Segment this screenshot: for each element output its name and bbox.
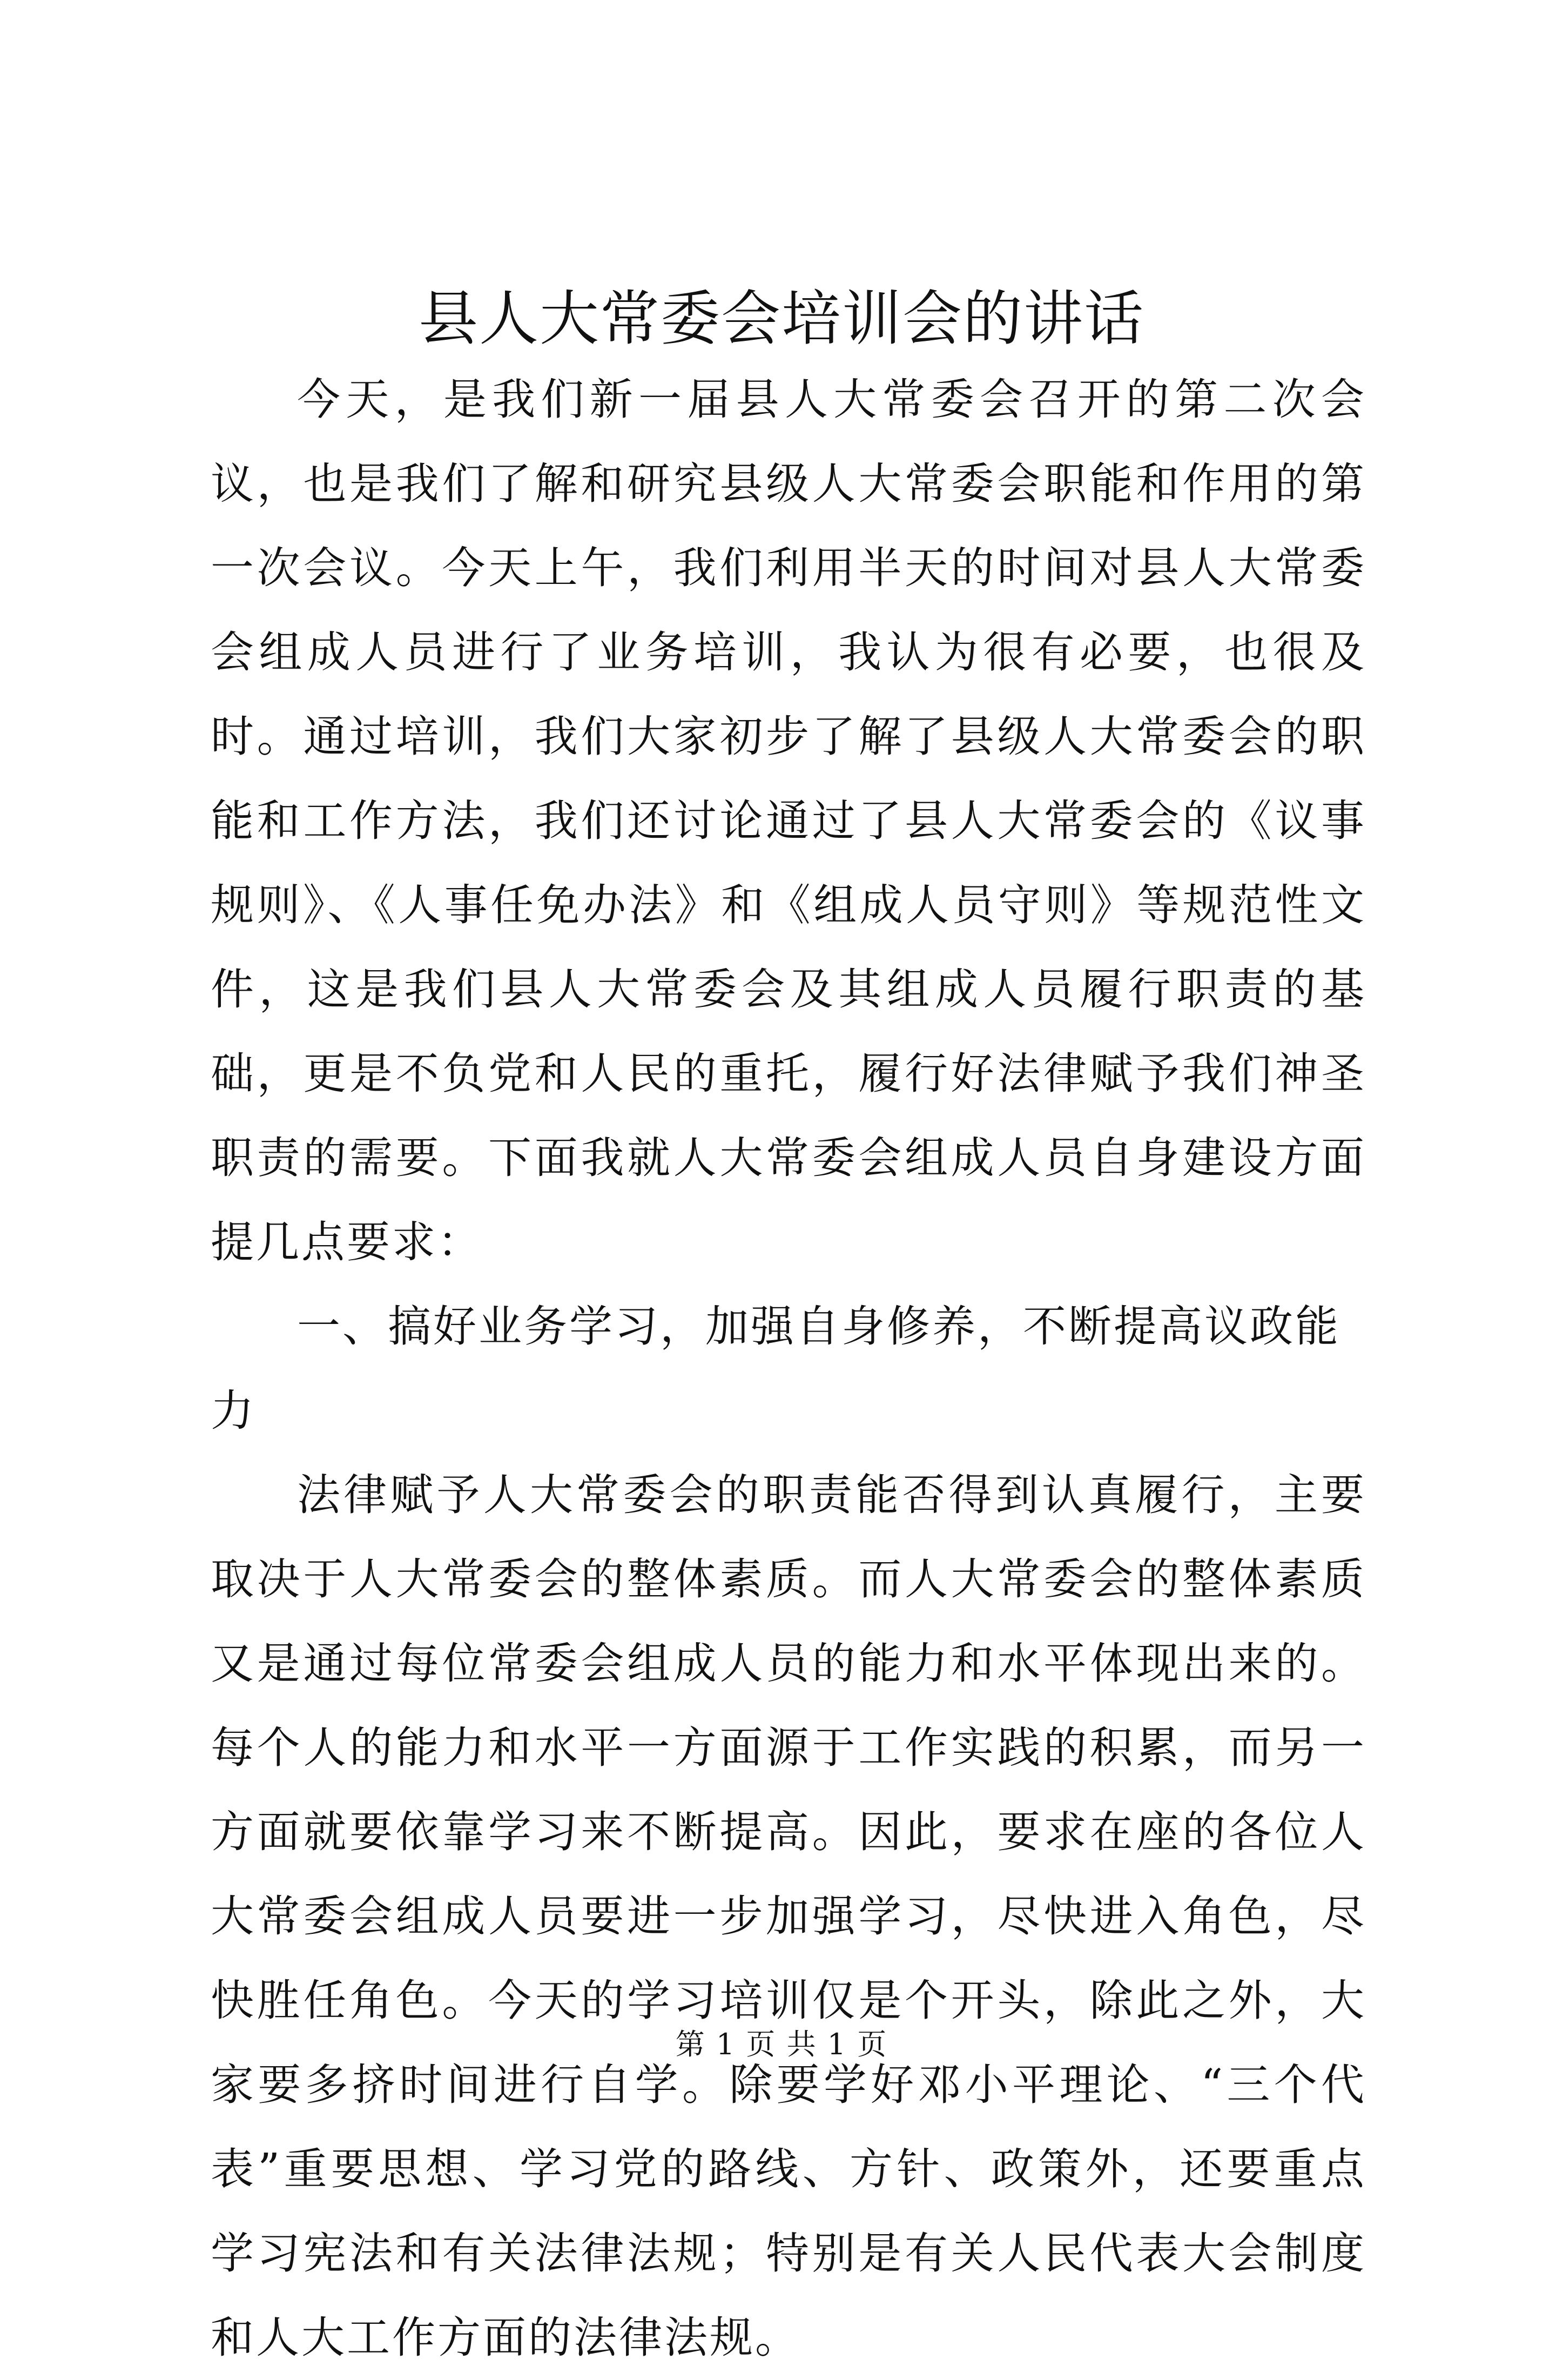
section-1-paragraph: 法律赋予人大常委会的职责能否得到认真履行，主要取决于人大常委会的整体素质。而人大常委会的整体素质又是通过每位常委会组成人员的能力和水平体现出来的。每个人的能力和水平一方面源于工作实践的积累，而另一方面就要依靠学习来不断提高。因此，要求在座的各位人大常委会组成人员要进一步加强学习，尽快进入角色，尽快胜任角色。今天的学习培训仅是个开头，除此之外，大家要多挤时间进行自学。除要学好邓小平理论、“三个代表”重要思想、学习党的路线、方针、政策外，还要重点学习宪法和有关法律法规；特别是有关人民代表大会制度和人大工作方面的法律法规。 [211,1470,1366,2363]
intro-paragraph: 今天，是我们新一届县人大常委会召开的第二次会议，也是我们了解和研究县级人大常委会职能和作用的第一次会议。今天上午，我们利用半天的时间对县人大常委会组成人员进行了业务培训，我认为很有必要，也很及时。通过培训，我们大家初步了解了县级人大常委会的职能和工作方法，我们还讨论通过了县人大常委会的《议事规则》、《人事任免办法》和《组成人员守则》等规范性文件，这是我们县人大常委会及其组成人员履行职责的基础，更是不负党和人民的重托，履行好法律赋予我们神圣职责的需要。下面我就人大常委会组成人员自身建设方面提几点要求： [211,374,1366,1267]
page-footer: 第 1 页 共 1 页 [675,2027,888,2061]
document-body [211,358,1366,2380]
section-heading-1: 一、搞好业务学习，加强自身修养，不断提高议政能力 [211,1301,1340,1436]
document-title: 县人大常委会培训会的讲话 [419,284,1144,353]
